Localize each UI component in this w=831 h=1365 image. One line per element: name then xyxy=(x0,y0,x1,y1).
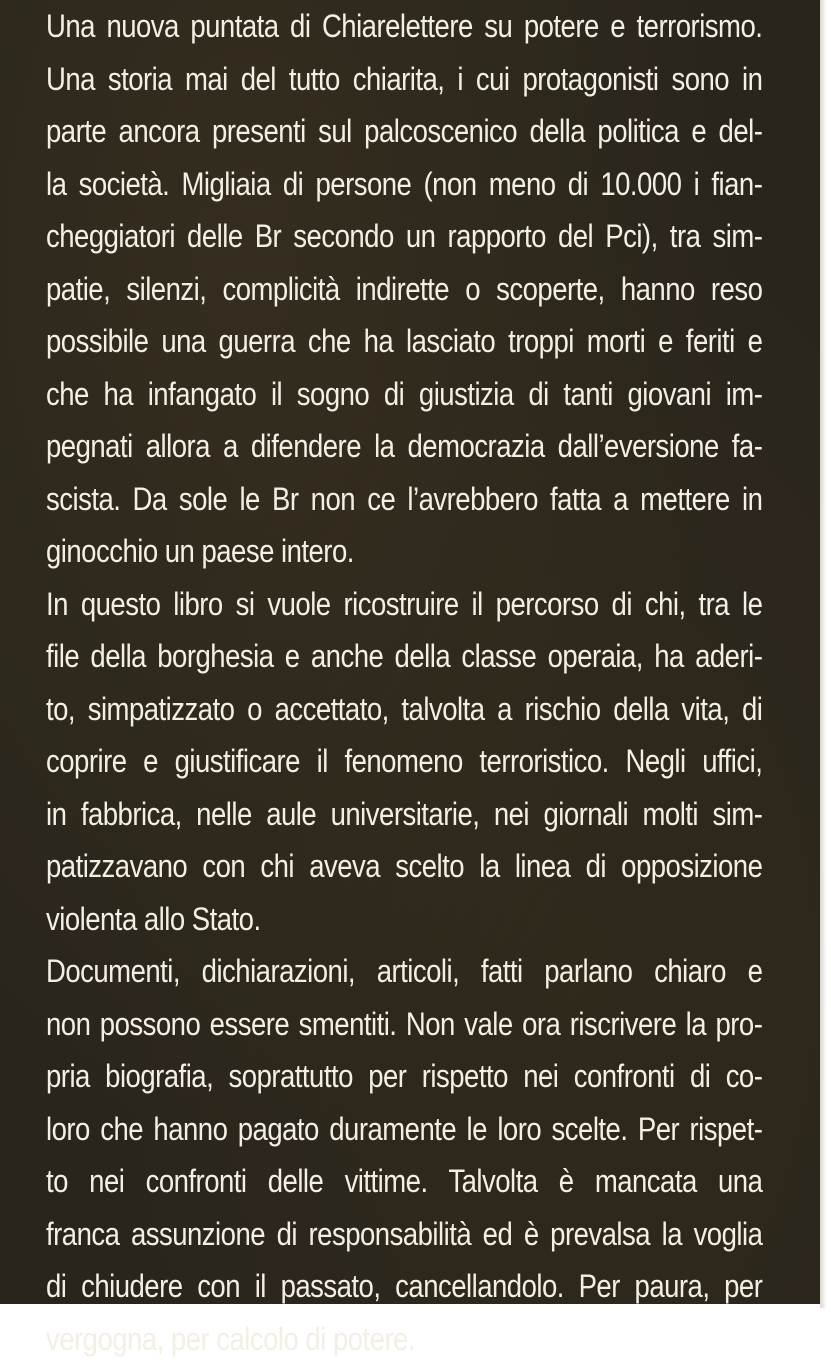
text-line: che ha infangato il sogno di giustizia di tanti giovani im- xyxy=(46,368,762,421)
text-line: franca assunzione di responsabilità ed è prevalsa la voglia xyxy=(46,1208,762,1261)
text-line: ginocchio un paese intero. xyxy=(46,525,762,578)
blurb-text xyxy=(46,0,762,1365)
text-line: loro che hanno pagato duramente le loro scelte. Per rispet- xyxy=(46,1103,762,1156)
text-line: scista. Da sole le Br non ce l’avrebbero fatta a mettere in xyxy=(46,473,762,526)
text-line: in fabbrica, nelle aule universitarie, nei giornali molti sim- xyxy=(46,788,762,841)
text-line: pegnati allora a difendere la democrazia dall’eversione fa- xyxy=(46,420,762,473)
text-line: di chiudere con il passato, cancellandolo. Per paura, per xyxy=(46,1260,762,1313)
page-edge xyxy=(820,0,831,1308)
text-line: Una storia mai del tutto chiarita, i cui protagonisti sono in xyxy=(46,53,762,106)
text-line: coprire e giustificare il fenomeno terroristico. Negli uffici, xyxy=(46,735,762,788)
text-line: cheggiatori delle Br secondo un rapporto del Pci), tra sim- xyxy=(46,210,762,263)
text-line: non possono essere smentiti. Non vale ora riscrivere la pro- xyxy=(46,998,762,1051)
text-line: la società. Migliaia di persone (non meno di 10.000 i fian- xyxy=(46,158,762,211)
text-line: possibile una guerra che ha lasciato troppi morti e feriti e xyxy=(46,315,762,368)
text-line: In questo libro si vuole ricostruire il percorso di chi, tra le xyxy=(46,578,762,631)
text-line: file della borghesia e anche della classe operaia, ha aderi- xyxy=(46,630,762,683)
text-line: parte ancora presenti sul palcoscenico della politica e del- xyxy=(46,105,762,158)
text-line: pria biografia, soprattutto per rispetto nei confronti di co- xyxy=(46,1050,762,1103)
text-line: violenta allo Stato. xyxy=(46,893,762,946)
text-line: patie, silenzi, complicità indirette o scoperte, hanno reso xyxy=(46,263,762,316)
text-line: Documenti, dichiarazioni, articoli, fatti parlano chiaro e xyxy=(46,945,762,998)
text-line: to, simpatizzato o accettato, talvolta a rischio della vita, di xyxy=(46,683,762,736)
text-line: vergogna, per calcolo di potere. xyxy=(46,1313,762,1365)
text-line: patizzavano con chi aveva scelto la linea di opposizione xyxy=(46,840,762,893)
text-line: to nei confronti delle vittime. Talvolta è mancata una xyxy=(46,1155,762,1208)
text-line: Una nuova puntata di Chiarelettere su potere e terrorismo. xyxy=(46,0,762,53)
